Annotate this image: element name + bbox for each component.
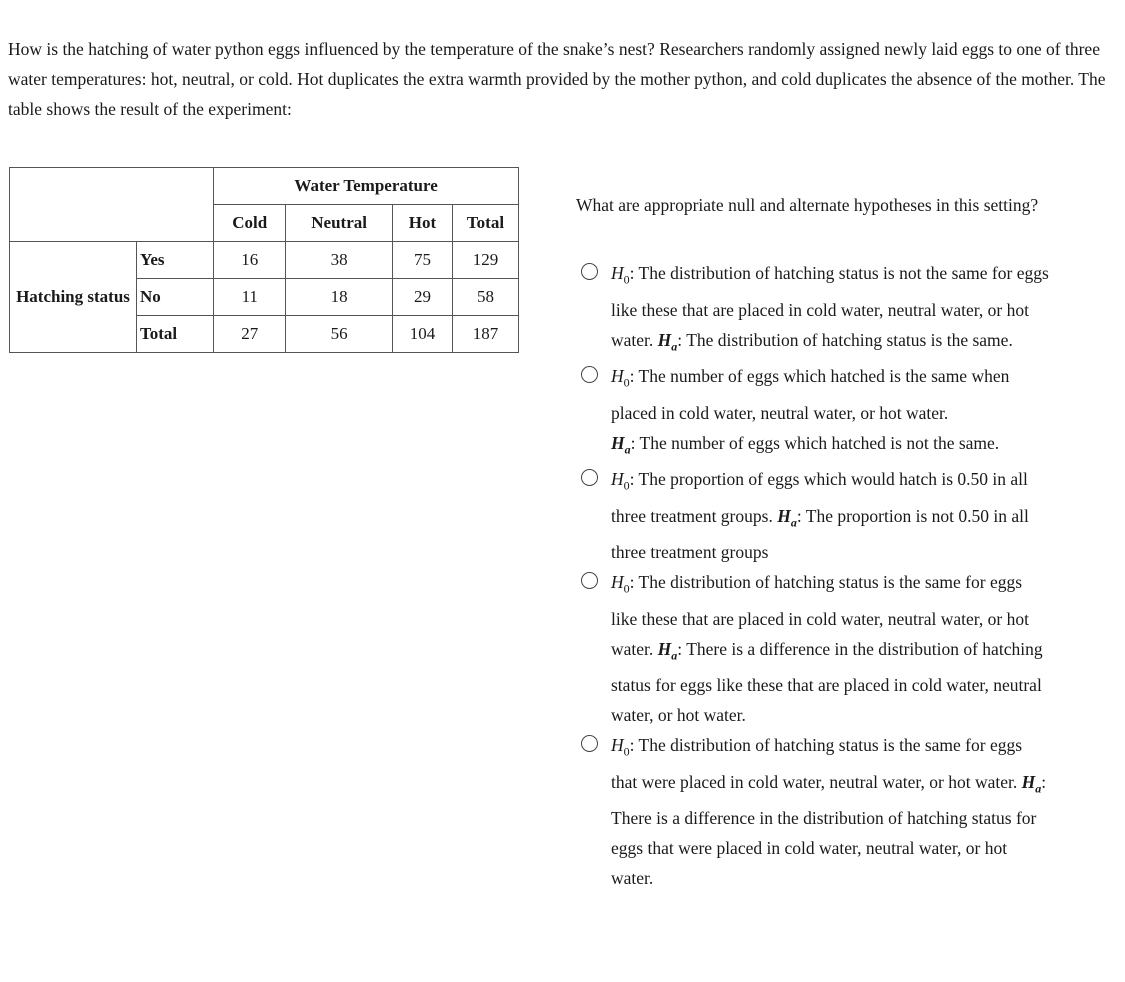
option-alt-text: : There is a difference in the distribution of hatching status for eggs like these that are placed in cold water, neutral water, or hot water. xyxy=(611,638,1043,725)
answer-options xyxy=(581,258,1051,893)
column-header-total: Total xyxy=(452,205,518,242)
cell-yes-cold: 16 xyxy=(214,242,286,279)
option-null-text: : The distribution of hatching status is not the same for eggs like these that are placed in cold water, neutral water, or hot water. xyxy=(611,263,1049,350)
cell-yes-total: 129 xyxy=(452,242,518,279)
option-alt-text: : The proportion is not 0.50 in all three treatment groups xyxy=(611,505,1029,562)
null-hypothesis-symbol: $H_0$ xyxy=(611,469,630,493)
option-alt-text: : The distribution of hatching status is the same. xyxy=(677,329,1013,350)
question-intro: How is the hatching of water python eggs influenced by the temperature of the snake’s nest? Researchers randomly assigned newly laid eggs to one of three water temperatures: hot, neutral, or cold. Hot duplicates the extra warmth provided by the mother python, and cold duplicates the absence of the mother. The table shows the result of the experiment: xyxy=(8,39,1106,119)
radio-button[interactable] xyxy=(581,469,598,486)
cell-yes-neutral: 38 xyxy=(286,242,393,279)
option-null-text: : The proportion of eggs which would hatch is 0.50 in all three treatment groups. xyxy=(611,469,1028,526)
results-table xyxy=(9,167,519,353)
table-corner-cell xyxy=(10,168,214,242)
question-prompt: What are appropriate null and alternate hypotheses in this setting? xyxy=(576,195,1039,215)
radio-button[interactable] xyxy=(581,263,598,280)
radio-button[interactable] xyxy=(581,735,598,752)
cell-total-hot: 104 xyxy=(392,316,452,353)
cell-no-cold: 11 xyxy=(214,279,286,316)
alt-hypothesis-symbol: $H_a$ xyxy=(777,505,797,529)
null-hypothesis-symbol: $H_0$ xyxy=(611,572,630,596)
cell-no-hot: 29 xyxy=(392,279,452,316)
cell-total-cold: 27 xyxy=(214,316,286,353)
water-temperature-header: Water Temperature xyxy=(214,168,519,205)
option-null-text: : The distribution of hatching status is the same for eggs that were placed in cold water, neutral water, or hot water. xyxy=(611,735,1023,792)
option-null-text: : The distribution of hatching status is the same for eggs like these that are placed in cold water, neutral water, or hot water. xyxy=(611,572,1029,659)
option-alt-text: : There is a difference in the distribution of hatching status for eggs that were placed in cold water, neutral water, or hot water. xyxy=(611,771,1047,888)
cell-no-total: 58 xyxy=(452,279,518,316)
cell-yes-hot: 75 xyxy=(392,242,452,279)
alt-hypothesis-symbol: $H_a$ xyxy=(657,329,678,353)
option-null-text: : The number of eggs which hatched is the same when placed in cold water, neutral water, or hot water. xyxy=(611,366,1010,423)
column-header-neutral: Neutral xyxy=(286,205,393,242)
cell-total-total: 187 xyxy=(452,316,518,353)
column-header-cold: Cold xyxy=(214,205,286,242)
radio-button[interactable] xyxy=(581,572,598,589)
table-row xyxy=(10,242,519,279)
radio-button[interactable] xyxy=(581,366,598,383)
alt-hypothesis-symbol: $H_a$ xyxy=(657,638,678,662)
answer-option-1[interactable] xyxy=(581,258,1051,361)
column-header-hot: Hot xyxy=(392,205,452,242)
row-label-no: No xyxy=(136,279,213,316)
answer-option-2[interactable] xyxy=(581,361,1051,464)
null-hypothesis-symbol: $H_0$ xyxy=(611,735,630,759)
table-header-row xyxy=(10,168,519,205)
answer-option-4[interactable] xyxy=(581,567,1051,730)
option-alt-text: : The number of eggs which hatched is not the same. xyxy=(630,432,1000,453)
null-hypothesis-symbol: $H_0$ xyxy=(611,366,630,390)
cell-total-neutral: 56 xyxy=(286,316,393,353)
answer-option-5[interactable] xyxy=(581,730,1051,893)
row-label-yes: Yes xyxy=(136,242,213,279)
alt-hypothesis-symbol: $H_a$ xyxy=(611,432,631,456)
answer-option-3[interactable] xyxy=(581,464,1051,567)
option-alt-line xyxy=(611,428,1051,465)
null-hypothesis-symbol: $H_0$ xyxy=(611,263,630,287)
alt-hypothesis-symbol: $H_a$ xyxy=(1021,771,1042,795)
row-label-total: Total xyxy=(136,316,213,353)
hatching-status-label: Hatching status xyxy=(10,242,137,353)
cell-no-neutral: 18 xyxy=(286,279,393,316)
